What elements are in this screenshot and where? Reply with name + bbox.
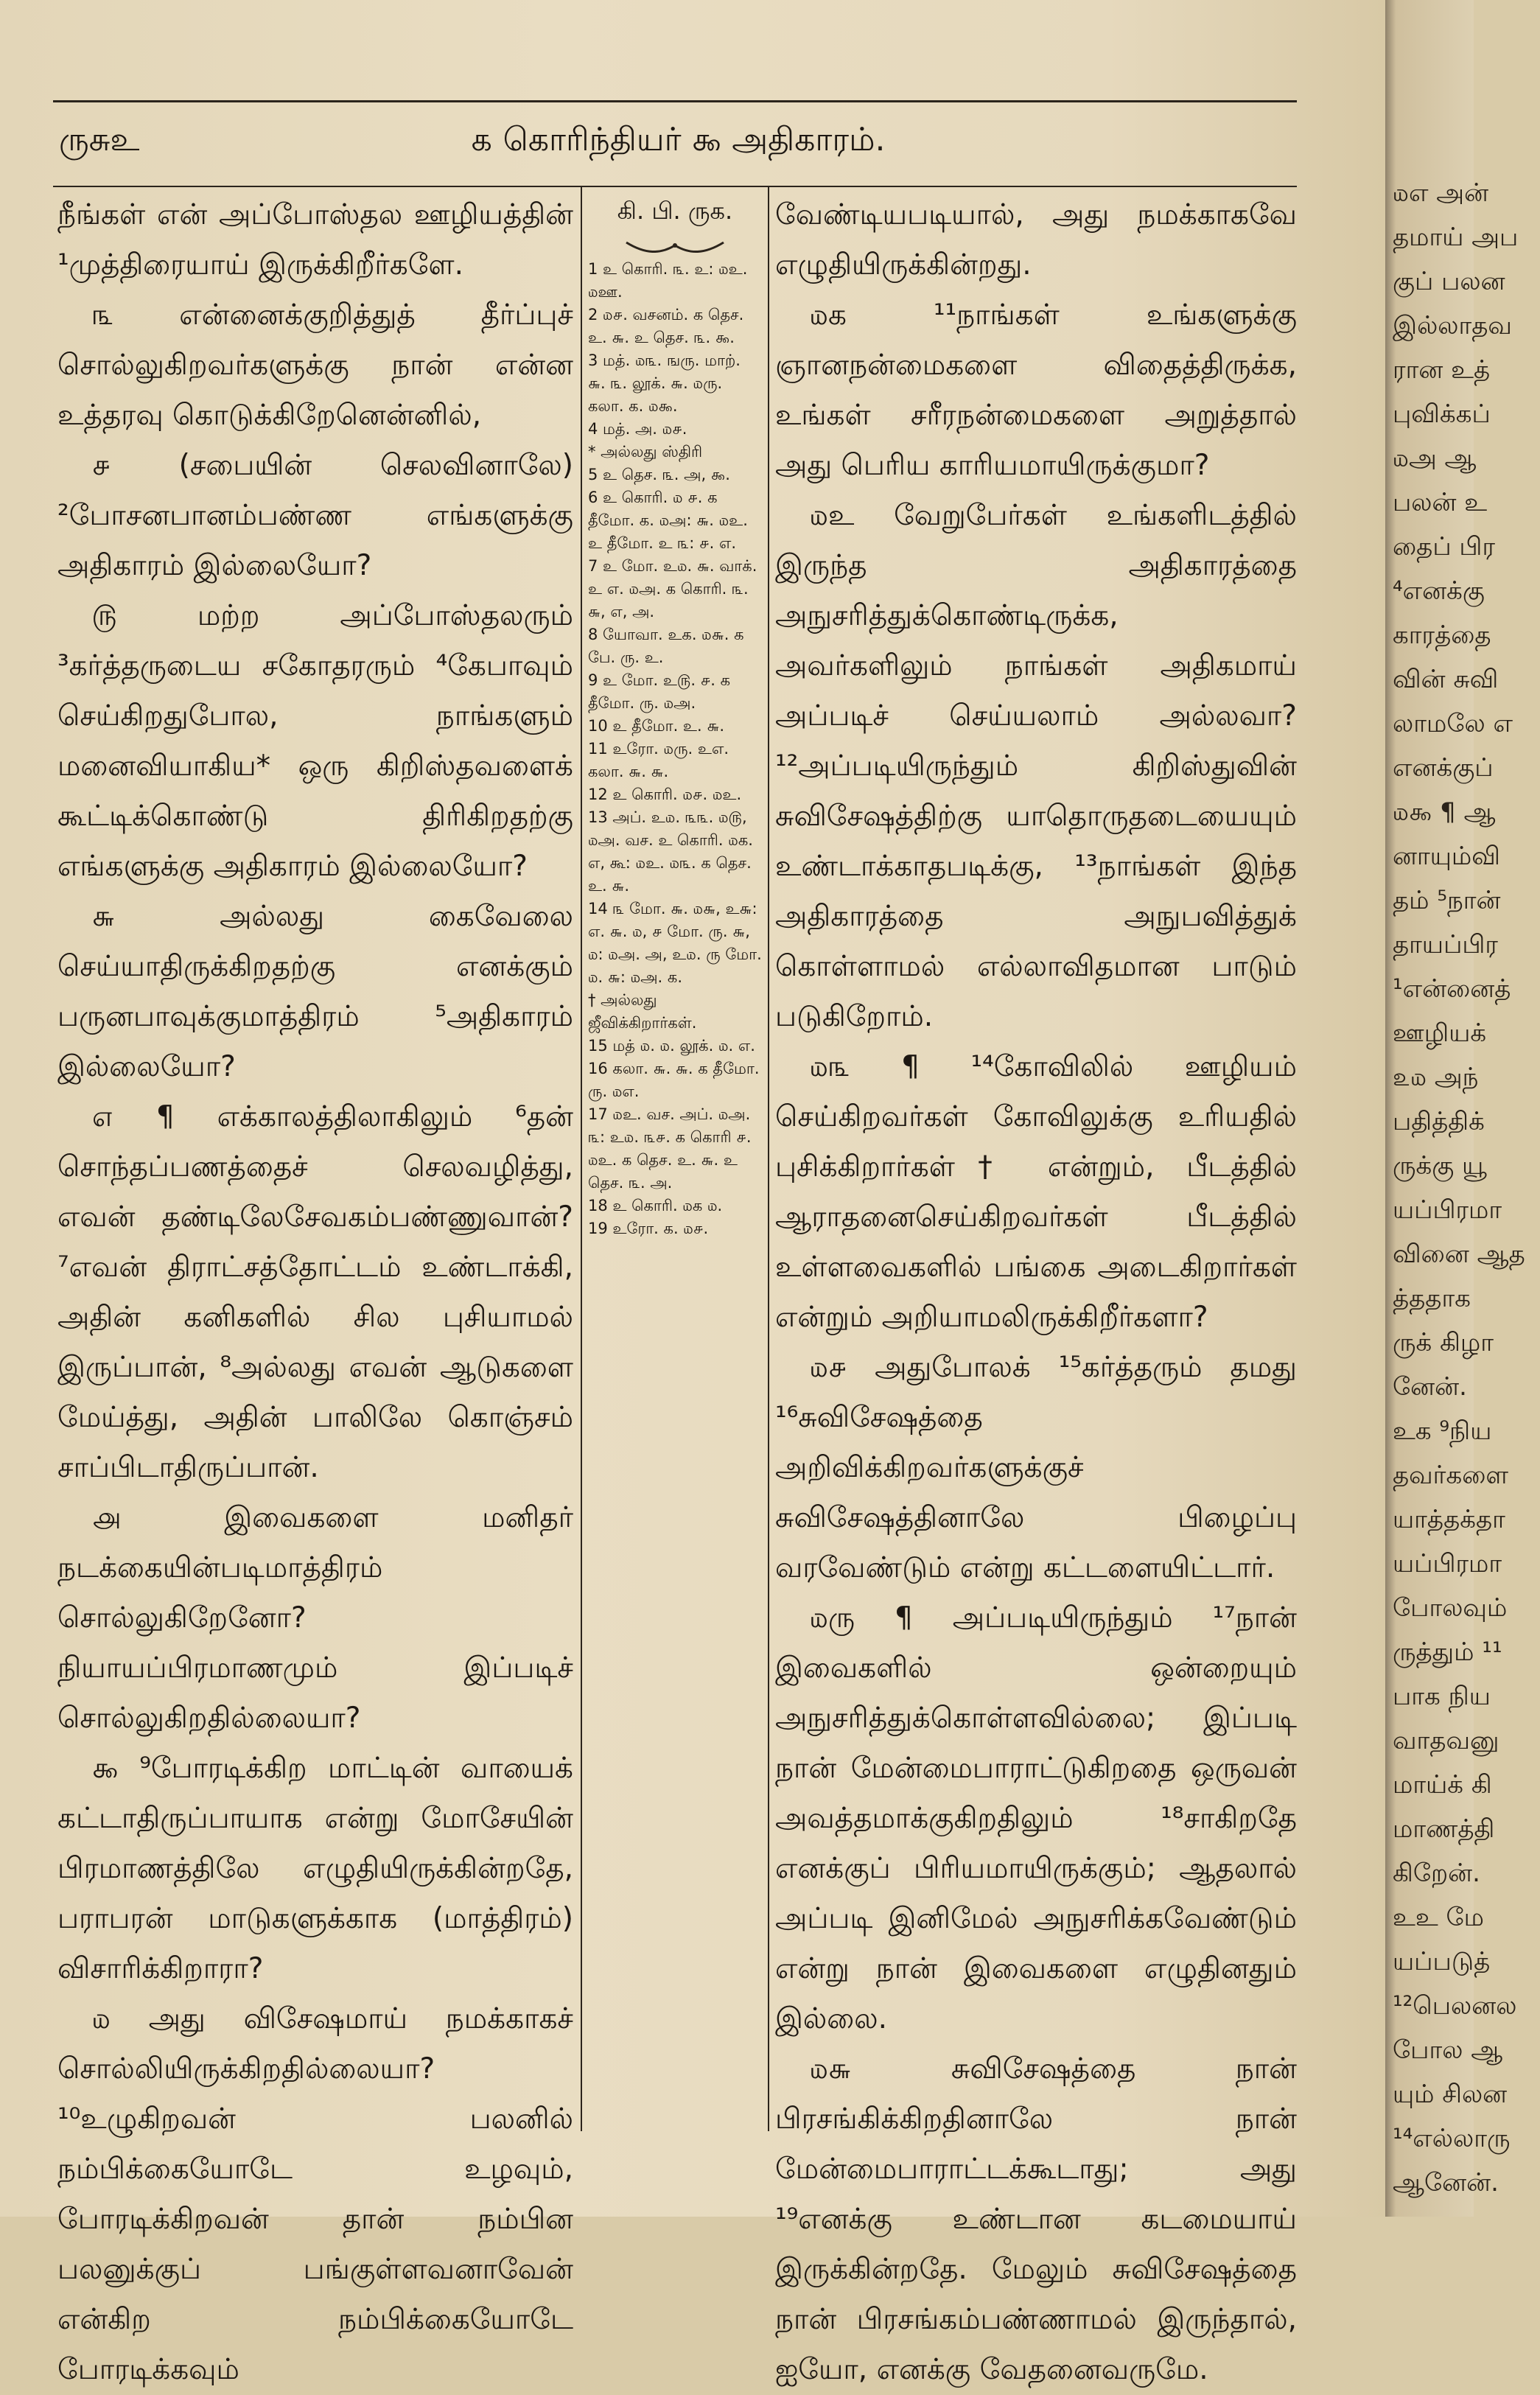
reference-note: 12 உ கொரி. ௰௪. ௰உ. xyxy=(588,786,742,803)
adjacent-page-text-fragment: ௰எ அன் xyxy=(1393,178,1489,208)
adjacent-page-text-fragment: புவிக்கப் xyxy=(1393,399,1491,429)
left-text-column xyxy=(57,190,573,2395)
reference-note: 16 கலா. ௬. ௬. க தீமோ. ரு. ௰எ. xyxy=(588,1060,760,1100)
column-divider-right xyxy=(768,186,769,2131)
adjacent-page-text-fragment: இல்லாதவ xyxy=(1393,311,1512,340)
verse-paragraph: ௯ ⁹போரடிக்கிற மாட்டின் வாயைக் கட்டாதிருப்பாயாக என்று மோசேயின் பிரமாணத்திலே எழுதியிருக்கின்றதே, பராபரன் மாடுகளுக்காக (மாத்திரம்) விசாரிக்கிறாரா? xyxy=(57,1752,573,1985)
reference-note: 4 மத். அ. ௰௪. xyxy=(588,420,687,438)
verse-paragraph: ௰க ¹¹நாங்கள் உங்களுக்கு ஞானநன்மைகளை விதைத்திருக்க, உங்கள் சரீரநன்மைகளை அறுத்தால் அது பெரிய காரியமாயிருக்குமா? xyxy=(775,298,1297,482)
adjacent-page-text-fragment: ருக்கு யூ xyxy=(1393,1151,1487,1181)
adjacent-page-text-fragment: குப் பலன xyxy=(1393,267,1505,296)
adjacent-page-text-fragment: தைப் பிர xyxy=(1393,532,1496,562)
adjacent-page-text-fragment: யப்பிரமா xyxy=(1393,1549,1502,1578)
adjacent-page-text-fragment: ¹⁴எல்லாரு xyxy=(1393,2124,1511,2153)
verse-paragraph: ௰ அது விசேஷமாய் நமக்காகச் சொல்லியிருக்கிறதில்லையா? ¹⁰உழுகிறவன் பலனில் நம்பிக்கையோடே உழவும், போரடிக்கிறவன் தான் நம்பின பலனுக்குப் பங்குள்ளவனாவேன் என்கிற நம்பிக்கையோடே போரடிக்கவும் xyxy=(57,2002,573,2386)
adjacent-page-text-fragment: யும் சிலன xyxy=(1393,2080,1508,2109)
adjacent-page-text-fragment: ¹என்னைத் xyxy=(1393,974,1511,1004)
adjacent-page-text-fragment: பதித்திக் xyxy=(1393,1107,1485,1136)
reference-note: 1 உ கொரி. ௩. உ: ௰உ. ௰ஊ. xyxy=(588,260,748,301)
verse-paragraph: ௰௩ ¶ ¹⁴கோவிலில் ஊழியம் செய்கிறவர்கள் கோவிலுக்கு உரியதில் புசிக்கிறார்கள்† என்றும், பீடத்தில் ஆராதனைசெய்கிறவர்கள் பீடத்தில் உள்ளவைகளில் பங்கை அடைகிறார்கள் என்றும் அறியாமலிருக்கிறீர்களா? xyxy=(775,1050,1297,1334)
adjacent-page-text-fragment: ௰அ ஆ xyxy=(1393,444,1477,473)
verse-paragraph: நீங்கள் என் அப்போஸ்தல ஊழியத்தின் ¹முத்திரையாய் இருக்கிறீர்களே. xyxy=(57,198,573,282)
adjacent-page-text-fragment: உக ⁹நிய xyxy=(1393,1416,1492,1446)
adjacent-page-text-fragment: வாதவனு xyxy=(1393,1726,1499,1755)
adjacent-page-text-fragment: தாயப்பிர xyxy=(1393,930,1498,959)
reference-note: 5 உ தெச. ௩. அ, ௯. xyxy=(588,466,730,483)
reference-note: † அல்லது ஜீவிக்கிறார்கள். xyxy=(588,991,697,1032)
adjacent-page-text-fragment: எனக்குப் xyxy=(1393,753,1494,783)
references-column xyxy=(588,190,762,1240)
adjacent-page-text-fragment: தவர்களை xyxy=(1393,1461,1509,1490)
adjacent-page-text-fragment: மாய்க் கி xyxy=(1393,1770,1492,1800)
column-top-rule xyxy=(53,186,1297,187)
adjacent-page-text-fragment: உஉ மே xyxy=(1393,1903,1484,1932)
header-rule xyxy=(53,100,1297,102)
adjacent-page-text-fragment: ⁴எனக்கு xyxy=(1393,576,1485,606)
adjacent-page-text-fragment: பாக நிய xyxy=(1393,1682,1491,1711)
adjacent-page-text-fragment: ௰௯ ¶ ஆ xyxy=(1393,797,1496,827)
verse-paragraph: ௪ (சபையின் செலவினாலே) ²போசனபானம்பண்ண எங்களுக்கு அதிகாரம் இல்லையோ? xyxy=(57,449,573,582)
adjacent-page-edge xyxy=(1385,0,1525,2217)
verse-paragraph: ௰௪ அதுபோலக் ¹⁵கர்த்தரும் தமது ¹⁶சுவிசேஷத்தை அறிவிக்கிறவர்களுக்குச் சுவிசேஷத்தினாலே பிழைப்பு வரவேண்டும் என்று கட்டளையிட்டார். xyxy=(775,1351,1297,1584)
reference-note: 3 மத். ௰௩. ஙரு. மாற். ௬. ௩. லூக். ௬. ௰ரு. கலா. க. ௰௯. xyxy=(588,352,741,415)
verse-paragraph: ௭ ¶ எக்காலத்திலாகிலும் ⁶தன் சொந்தப்பணத்தைச் செலவழித்து, எவன் தண்டிலேசேவகம்பண்ணுவான்? ⁷எவன் திராட்சத்தோட்டம் உண்டாக்கி, அதின் கனிகளில் சில புசியாமல் இருப்பான், ⁸அல்லது எவன் ஆடுகளை மேய்த்து, அதின் பாலிலே கொஞ்சம் சாப்பிடாதிருப்பான். xyxy=(57,1100,573,1484)
right-text-column xyxy=(775,190,1297,2395)
column-divider-left xyxy=(581,186,582,2131)
adjacent-page-text-fragment: னாயும்வி xyxy=(1393,842,1500,871)
reference-note: * அல்லது ஸ்திரி xyxy=(588,443,703,461)
verse-paragraph: ௰ரு ¶ அப்படியிருந்தும் ¹⁷நான் இவைகளில் ஒன்றையும் அநுசரித்துக்கொள்ளவில்லை; இப்படி நான் மேன்மைபாராட்டுகிறதை ஒருவன் அவத்தமாக்குகிறதிலும் ¹⁸சாகிறதே எனக்குப் பிரியமாயிருக்கும்; ஆதலால் அப்படி இனிமேல் அநுசரிக்கவேண்டும் என்று நான் இவைகளை எழுதினதும் இல்லை. xyxy=(775,1601,1297,2035)
verse-paragraph: ௰௬ சுவிசேஷத்தை நான் பிரசங்கிக்கிறதினாலே நான் மேன்மைபாராட்டக்கூடாது; அது ¹⁹எனக்கு உண்டான கடமையாய் இருக்கின்றதே. மேலும் சுவிசேஷத்தை நான் பிரசங்கம்பண்ணாமல் இருந்தால், ஐயோ, எனக்கு வேதனைவருமே. xyxy=(775,2052,1297,2386)
adjacent-page-text-fragment: ௨௰ அந் xyxy=(1393,1063,1479,1092)
reference-note: 11 உரோ. ௰ரு. உஎ. கலா. ௬. ௬. xyxy=(588,740,729,780)
reference-note: 9 உ மோ. உ௫. ௪. க தீமோ. ரு. ௰அ. xyxy=(588,671,731,712)
verse-paragraph: வேண்டியபடியால், அது நமக்காகவே எழுதியிருக்கின்றது. xyxy=(775,198,1297,282)
verse-paragraph: ௮ இவைகளை மனிதர் நடக்கையின்படிமாத்திரம் சொல்லுகிறேனோ? நியாயப்பிரமாணமும் இப்படிச் சொல்லுகிறதில்லையா? xyxy=(57,1501,573,1735)
adjacent-page-text-fragment: தம் ⁵நான் xyxy=(1393,886,1501,915)
adjacent-page-text-fragment: ருக் கிழா xyxy=(1393,1328,1494,1357)
adjacent-page-text-fragment: வின் சுவி xyxy=(1393,665,1499,694)
adjacent-page-text-fragment: கிறேன். xyxy=(1393,1859,1480,1888)
adjacent-page-text-fragment: யப்பிரமா xyxy=(1393,1195,1502,1225)
reference-note: 7 உ மோ. உ௰. ௬. வாக். உ எ. ௰அ. க கொரி. ௩. ௬, எ, அ. xyxy=(588,557,757,620)
adjacent-page-text-fragment: த்ததாக xyxy=(1393,1284,1471,1313)
adjacent-page-text-fragment: காரத்தை xyxy=(1393,620,1491,650)
verse-paragraph: ௬ அல்லது கைவேலை செய்யாதிருக்கிறதற்கு எனக்கும் பருனபாவுக்குமாத்திரம் ⁵அதிகாரம் இல்லையோ? xyxy=(57,900,573,1083)
reference-note: 2 ௰௪. வசனம். க தெச. உ. ௬. உ தெச. ௩. ௯. xyxy=(588,306,744,346)
reference-note: 18 உ கொரி. ௰க ௰. xyxy=(588,1197,723,1214)
references-heading: கி. பி. ருக. xyxy=(617,197,733,225)
verse-paragraph: ௩ என்னைக்குறித்துத் தீர்ப்புச் சொல்லுகிறவர்களுக்கு நான் என்ன உத்தரவு கொடுக்கிறேனென்னில், xyxy=(57,298,573,432)
page-header xyxy=(59,103,1297,177)
adjacent-page-text-fragment: னேன். xyxy=(1393,1372,1467,1402)
adjacent-page-text-fragment: ஊழியக் xyxy=(1393,1018,1487,1048)
reference-note: 17 ௰உ. வச. அப். ௰அ. ௩: உ௰. ௩௪. க கொரி ௪. ௰உ. க தெச. உ. ௬. உ தெச. ௩. அ. xyxy=(588,1105,752,1192)
adjacent-page-text-fragment: ரான உத் xyxy=(1393,355,1491,385)
reference-note: 19 உரோ. க. ௰௪. xyxy=(588,1220,709,1237)
running-title: ௧ கொரிந்தியர் ௯ அதிகாரம். xyxy=(470,121,886,158)
page-number: ருசுஉ xyxy=(59,121,140,158)
verse-paragraph: ௰உ வேறுபேர்கள் உங்களிடத்தில் இருந்த அதிகாரத்தை அநுசரித்துக்கொண்டிருக்க, அவர்களிலும் நாங்கள் அதிகமாய் அப்படிச் செய்யலாம் அல்லவா? ¹²அப்படியிருந்தும் கிறிஸ்துவின் சுவிசேஷத்திற்கு யாதொருதடையையும் உண்டாக்காதபடிக்கு, ¹³நாங்கள் இந்த அதிகாரத்தை அநுபவித்துக் கொள்ளாமல் எல்லாவிதமான பாடும் படுகிறோம். xyxy=(775,499,1297,1033)
reference-note: 10 உ தீமோ. உ. ௬. xyxy=(588,717,725,735)
ornament-icon xyxy=(588,231,762,258)
adjacent-page-text-fragment: ருத்தும் ¹¹ xyxy=(1393,1637,1502,1667)
adjacent-page-text-fragment: யாத்தக்தா xyxy=(1393,1505,1505,1534)
adjacent-page-text-fragment: யப்படுத் xyxy=(1393,1947,1491,1976)
adjacent-page-text-fragment: பலன் உ xyxy=(1393,488,1488,517)
reference-note: 14 ௩ மோ. ௬. ௰௬, உ௬: எ. ௬. ௰, ௪ மோ. ரு. ௬, ௰: ௰அ. அ, உ௰. ரு மோ. ௰. ௬: ௰அ. க. xyxy=(588,900,762,986)
adjacent-page-text-fragment: லாமலே எ xyxy=(1393,709,1513,738)
reference-note: 6 உ கொரி. ௰ ௪. க தீமோ. க. ௰அ: ௬. ௰உ. உ தீமோ. உ ௩: ௪. எ. xyxy=(588,489,748,552)
adjacent-page-text-fragment: ஆனேன். xyxy=(1393,2168,1499,2198)
reference-note: 8 யோவா. உக. ௰௬. க பே. ரு. உ. xyxy=(588,626,744,666)
adjacent-page-text-fragment: போல ஆ xyxy=(1393,2035,1503,2065)
adjacent-page-text-fragment: ¹²பெலனல xyxy=(1393,1991,1517,2021)
adjacent-page-text-fragment: மாணத்தி xyxy=(1393,1814,1495,1844)
reference-notes xyxy=(588,258,762,1240)
reference-note: 13 அப். உ௰. ௩௩. ௰௫, ௰அ. வச. உ கொரி. ௰க. எ, கூ: ௰உ. ௰௩. க தெச. உ. ௬. xyxy=(588,808,753,895)
adjacent-page-text-fragment: போலவும் xyxy=(1393,1593,1508,1623)
reference-note: 15 மத் ௰. ௰. லூக். ௰. எ. xyxy=(588,1037,755,1055)
verse-paragraph: ௫ மற்ற அப்போஸ்தலரும் ³கர்த்தருடைய சகோதரரும் ⁴கேபாவும் செய்கிறதுபோல, நாங்களும் மனைவியாகிய* ஒரு கிறிஸ்தவளைக் கூட்டிக்கொண்டு திரிகிறதற்கு எங்களுக்கு அதிகாரம் இல்லையோ? xyxy=(57,599,573,883)
adjacent-page-text-fragment: தமாய் அப xyxy=(1393,223,1519,252)
adjacent-page-text-fragment: வினை ஆத xyxy=(1393,1240,1525,1269)
